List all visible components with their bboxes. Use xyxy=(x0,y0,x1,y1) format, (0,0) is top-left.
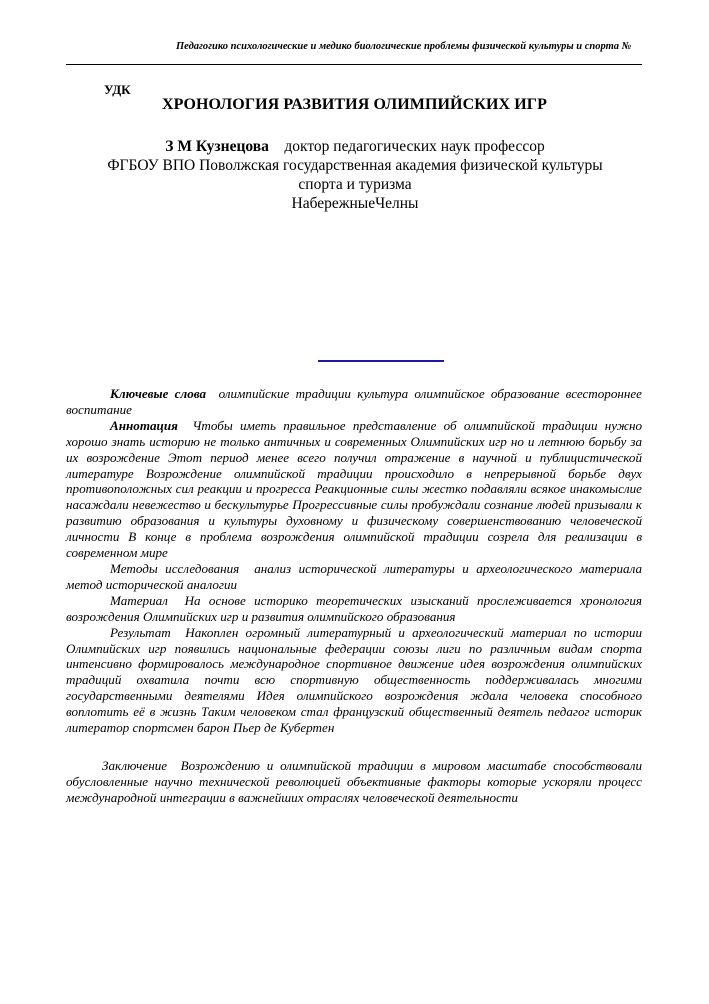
author-block xyxy=(60,137,650,213)
keywords-text: олимпийские традиции культура олимпийское образование всестороннее воспитание xyxy=(66,386,642,417)
material-text: На основе историко теоретических изысканий прослеживается хронология возрождения Олимпийских игр и развития олимпийского образования xyxy=(66,592,642,624)
conclusion-text: Возрождению и олимпийской традиции в мировом масштабе способствовали обусловленные научно технической революцией объективные факторы которые ускоряли процесс международной интеграции в важнейших отраслях человеческой деятельности xyxy=(66,757,642,805)
section-separator xyxy=(318,360,444,362)
methods-label: Методы исследования xyxy=(110,560,240,576)
annotation-label: Аннотация xyxy=(110,417,178,433)
conclusion-label: Заключение xyxy=(102,757,168,773)
methods-paragraph xyxy=(66,561,642,593)
result-text: Накоплен огромный литературный и археологический материал по истории Олимпийских игр появились национальные федерации союзы лиги по различным видам спорта интенсивно формировалось международное спортивное движение идея возрождения олимпийских традиций охватила почти всю спортивную общественность поддерживалась многими государственными деятелями Идея олимпийского возрождения ждала человека способного воплотить её в жизнь Таким человеком стал французский общественный деятель педагог историк литератор спортсмен барон Пьер де Кубертен xyxy=(66,624,642,736)
keywords-label: Ключевые слова xyxy=(110,386,207,401)
affiliation-line-1: ФГБОУ ВПО Поволжская государственная академия физической культуры xyxy=(107,157,603,174)
material-paragraph xyxy=(66,593,642,625)
annotation-paragraph xyxy=(66,418,642,561)
author-city: НабережныеЧелны xyxy=(291,195,419,212)
udk-label: УДК xyxy=(104,82,131,97)
author-line xyxy=(60,137,650,156)
article-title: ХРОНОЛОГИЯ РАЗВИТИЯ ОЛИМПИЙСКИХ ИГР xyxy=(162,96,547,113)
result-label: Результат xyxy=(110,624,171,640)
keywords-paragraph xyxy=(66,386,642,418)
affiliation-line-2: спорта и туризма xyxy=(298,176,412,193)
result-paragraph xyxy=(66,625,642,736)
methods-text: анализ исторической литературы и археологического материала метод исторической аналогии xyxy=(66,560,642,592)
annotation-text: Чтобы иметь правильное представление об олимпийской традиции нужно хорошо знать историю не только античных и современных Олимпийских игр но и летнюю борьбу за их возрождение Этот период менее всего получил отражение в научной и публицистической литературе Возрождение олимпийской традиции происходило в непрерывной борьбе двух противоположных сил реакции и прогресса Реакционные силы жестко подавляли всякое инакомыслие насаждали невежество и бескультурье Прогрессивные силы пробуждали сознание людей призывали к развитию образования и культуры духовному и физическому совершенствованию человеческой личности В конце в проблема возрождения олимпийской традиции созрела для реализации в современном мире xyxy=(66,417,642,561)
header-rule xyxy=(66,64,642,65)
running-header: Педагогико психологические и медико биологические проблемы физической культуры и спорта № xyxy=(176,41,632,52)
conclusion-paragraph xyxy=(66,758,642,806)
abstract-body xyxy=(66,386,642,806)
author-position: доктор педагогических наук профессор xyxy=(284,138,545,155)
material-label: Материал xyxy=(110,592,168,608)
author-name: З М Кузнецова xyxy=(165,138,269,155)
